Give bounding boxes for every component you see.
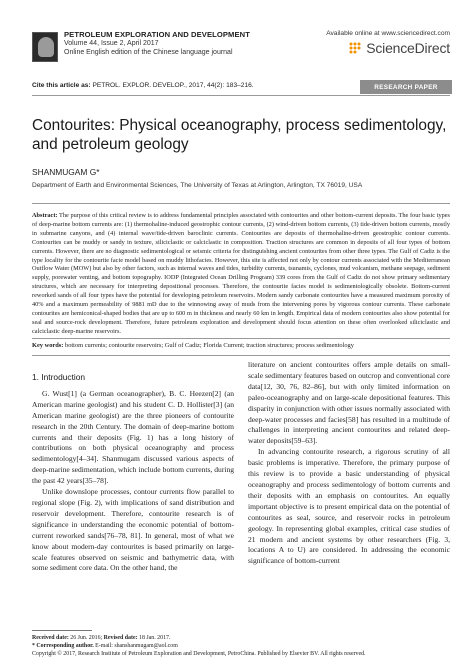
body-column-left bbox=[32, 372, 234, 574]
body-column-right bbox=[248, 360, 450, 567]
corresponding-label: * Corresponding author. bbox=[32, 643, 94, 649]
sciencedirect-name: ScienceDirect bbox=[366, 40, 450, 56]
keywords-divider bbox=[32, 355, 450, 356]
volume-line: Volume 44, Issue 2, April 2017 bbox=[64, 40, 159, 47]
corresponding-email[interactable]: E-mail: shanshanmugam@aol.com bbox=[93, 643, 178, 649]
elsevier-tree-logo bbox=[32, 32, 58, 62]
abstract-label: Abstract: bbox=[32, 212, 58, 219]
corresponding-line bbox=[32, 642, 450, 650]
sciencedirect-block bbox=[326, 30, 450, 56]
article-title: Contourites: Physical oceanography, process sedimentology, and petroleum geology bbox=[32, 117, 447, 153]
body-paragraph: G. Wust[1] (a German oceanographer), B. C. Heezen[2] (an American marine geologist) and his student C. D. Hollister[3] (an American marine geologist) are the three pioneers of contourite research in the 20th Century. The domain of deep-marine bottom currents and their deposits (Fig. 1) has a long history of contributions on both physical oceanography and process sedimentology[4–34]. Shanmugam discussed various aspects of deep-marine sedimentation, which include bottom currents, during the past 42 years[35–78]. bbox=[32, 388, 234, 486]
keywords-text: bottom currents; contourite reservoirs; Gulf of Cadiz; Florida Current; traction structures; process sedimentology bbox=[63, 342, 354, 349]
cite-label: Cite this article as: bbox=[32, 82, 91, 89]
section-heading: 1. Introduction bbox=[32, 372, 86, 382]
copyright-line: Copyright © 2017, Research Institute of Petroleum Exploration and Development, PetroChina. Published by Elsevier BV. All rights reserved. bbox=[32, 651, 366, 657]
author-affiliation: Department of Earth and Environmental Sciences, The University of Texas at Arlington, Arlington, TX 76019, USA bbox=[32, 182, 363, 189]
received-label: Received date: bbox=[32, 635, 69, 641]
author-name: SHANMUGAM G* bbox=[32, 167, 100, 177]
abstract-text bbox=[32, 212, 450, 337]
journal-info bbox=[64, 30, 250, 57]
sciencedirect-logo[interactable] bbox=[326, 40, 450, 56]
header-divider bbox=[32, 95, 450, 96]
abstract-section bbox=[32, 203, 450, 339]
keywords-label: Key words: bbox=[32, 342, 64, 349]
keywords-line bbox=[32, 342, 450, 349]
available-online-text: Available online at www.sciencedirect.com bbox=[326, 30, 450, 37]
footnote-divider bbox=[32, 630, 92, 631]
received-date: 26 Jun. 2016; bbox=[68, 635, 104, 641]
dates-line bbox=[32, 634, 450, 642]
journal-header bbox=[32, 30, 450, 76]
body-paragraph: In advancing contourite research, a rigorous scrutiny of all basic problems is imperative. Therefore, the primary purpose of this review is to provide a basic understanding of physical oceanography and process sedimentology of bottom currents and their deposits with an emphasis on contourites. An equally important objective is to present empirical data on the potential of contourites as seal, source, and reservoir rocks in petroleum geology. In representing global examples, critical case studies of 21 modern and ancient systems by other researchers (Fig. 3, locations A to U) are considered. In addressing the economic significance of bottom-current bbox=[248, 447, 450, 566]
abstract-body: The purpose of this critical review is to address fundamental principles associated with contourites and other bottom-current deposits. The four basic types of deep-marine bottom currents are: (1) thermohaline-induced geostrophic contour currents, (2) wind-driven bottom currents, (3) tide-driven bottom currents, mostly in submarine canyons, and (4) internal wave/tide-driven baroclinic currents. Contourites are deposits of thermohaline-driven geostrophic contour currents. Contourites can be muddy or sandy in texture, siliciclastic or calciclastic in composition. Traction structures are common in deposits of all four types of bottom currents. However, there are no diagnostic sedimentological or seismic criteria for distinguishing ancient contourites from other three types. The Gulf of Cadiz is the type locality for the contourite facie model based on muddy lithofacies. However, this site is affected not only by contour currents associated with the Mediterranean Outflow Water (MOW) but also by other factors, such as internal waves and tides, turbidity currents, tsunamis, cyclones, mud volcanism, methane seepage, sediment supply, porewater venting, and bottom topography. IODP (Integrated Ocean Drilling Program) 339 cores from the Gulf of Cadiz do not show primary sedimentary structures, which are necessary for interpreting depositional processes. Therefore, the contourite facies model is sedimentologically obsolete. Bottom-current reworked sands of all four types have the potential for developing petroleum reservoirs. Modern sandy carbonate contourites have a measured maximum porosity of 40% and a maximum permeability of 9881 mD due to the winnowing away of muds from the intervening pores by vigorous contour currents. These carbonate contourites are hemiconical-shaped bodies that are up to 600 m in thickness and nearly 60 km in length. Empirical data of modern contourites also show potential for seal and source-rock development. Therefore, future petroleum exploration and development should focus attention on these often overlooked siliciclastic and calciclastic deep-marine reservoirs. bbox=[32, 212, 450, 335]
body-paragraph: Unlike downslope processes, contour currents flow parallel to regional slope (Fig. 2), with implications of sand distribution and reservoir development. Therefore, contourite research is of significance in understanding the economic potential of bottom-current reworked sands[76–78, 81]. In general, most of what we know about modern-day contourites is based primarily on large-scale features observed on seismic and bathymetric data, with some sediment core data. On the other hand, the bbox=[32, 487, 234, 573]
edition-line: Online English edition of the Chinese language journal bbox=[64, 49, 233, 56]
footnotes bbox=[32, 634, 450, 658]
sciencedirect-dots-icon bbox=[348, 41, 362, 55]
revised-label: Revised date: bbox=[103, 635, 138, 641]
revised-date: 18 Jan. 2017. bbox=[137, 635, 171, 641]
cite-text: PETROL. EXPLOR. DEVELOP., 2017, 44(2): 183–216. bbox=[90, 82, 254, 89]
journal-name: PETROLEUM EXPLORATION AND DEVELOPMENT bbox=[64, 30, 250, 39]
body-paragraph: literature on ancient contourites offers ample details on small-scale sedimentary features based on outcrop and conventional core data[12, 30, 76, 82–86], but with only limited information on paleo-oceanography and on large-scale depositional features. This disparity in conjunction with other issues normally associated with deep-water processes and facies[58] has resulted in a multitude of challenges in interpreting ancient contourites and related deep-water deposits[59–63]. bbox=[248, 360, 450, 446]
article-type-badge: RESEARCH PAPER bbox=[360, 80, 452, 94]
